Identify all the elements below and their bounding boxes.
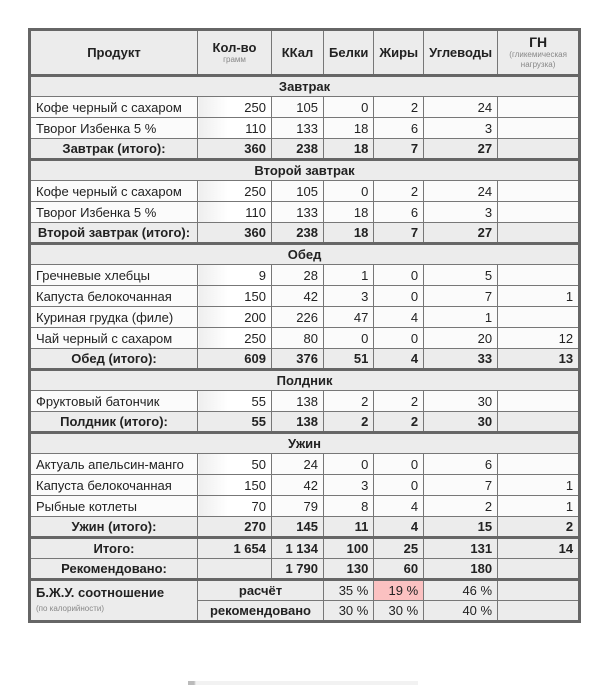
cell-qty: 250 — [198, 328, 272, 349]
meal-total-row — [30, 139, 580, 160]
cell-kcal: 105 — [272, 97, 324, 118]
total-carbs: 27 — [424, 139, 498, 160]
total-gl — [498, 223, 580, 244]
product-name: Капуста белокочанная — [30, 475, 198, 496]
cell-gl — [498, 454, 580, 475]
table-row — [30, 454, 580, 475]
cell-carbs: 3 — [424, 202, 498, 223]
bju-label — [30, 580, 198, 622]
cell-carbs: 2 — [424, 496, 498, 517]
cell-kcal: 79 — [272, 496, 324, 517]
cell-qty: 150 — [198, 475, 272, 496]
cell-fat: 0 — [374, 286, 424, 307]
recommended-protein: 130 — [324, 559, 374, 580]
table-body — [30, 76, 580, 538]
product-name: Капуста белокочанная — [30, 286, 198, 307]
meal-total-row — [30, 517, 580, 538]
cell-carbs: 7 — [424, 286, 498, 307]
cell-kcal: 105 — [272, 181, 324, 202]
table-row — [30, 97, 580, 118]
table-row — [30, 286, 580, 307]
grand-total-row — [30, 538, 580, 559]
meal-total-row — [30, 223, 580, 244]
meal-total-label: Завтрак (итого): — [30, 139, 198, 160]
recommended-kcal: 1 790 — [272, 559, 324, 580]
cell-gl: 1 — [498, 286, 580, 307]
section-title: Полдник — [30, 370, 580, 391]
total-qty: 360 — [198, 223, 272, 244]
grand-total-gl: 14 — [498, 538, 580, 559]
table-row — [30, 265, 580, 286]
cell-kcal: 42 — [272, 475, 324, 496]
cell-protein: 3 — [324, 286, 374, 307]
header-fat: Жиры — [374, 30, 424, 76]
total-kcal: 138 — [272, 412, 324, 433]
header-row — [30, 30, 580, 76]
cell-carbs: 6 — [424, 454, 498, 475]
cell-carbs: 30 — [424, 391, 498, 412]
bju-rec-label: рекомендовано — [198, 601, 324, 622]
cell-qty: 150 — [198, 286, 272, 307]
total-carbs: 27 — [424, 223, 498, 244]
section-title: Обед — [30, 244, 580, 265]
cell-fat: 2 — [374, 97, 424, 118]
cell-fat: 6 — [374, 118, 424, 139]
table-row — [30, 181, 580, 202]
table-row — [30, 475, 580, 496]
product-name: Кофе черный с сахаром — [30, 181, 198, 202]
cell-fat: 6 — [374, 202, 424, 223]
total-protein: 11 — [324, 517, 374, 538]
meal-total-row — [30, 349, 580, 370]
total-carbs: 33 — [424, 349, 498, 370]
cell-fat: 0 — [374, 265, 424, 286]
product-name: Рыбные котлеты — [30, 496, 198, 517]
total-gl: 13 — [498, 349, 580, 370]
total-fat: 2 — [374, 412, 424, 433]
header-qty-label: Кол-во — [212, 40, 257, 55]
product-name: Гречневые хлебцы — [30, 265, 198, 286]
recommended-qty — [198, 559, 272, 580]
cell-gl — [498, 118, 580, 139]
total-qty: 55 — [198, 412, 272, 433]
cell-gl — [498, 391, 580, 412]
grand-total-kcal: 1 134 — [272, 538, 324, 559]
total-fat: 7 — [374, 223, 424, 244]
section-header — [30, 160, 580, 181]
section-title: Завтрак — [30, 76, 580, 97]
total-qty: 609 — [198, 349, 272, 370]
cell-gl — [498, 265, 580, 286]
cell-protein: 0 — [324, 454, 374, 475]
bju-calc-fat: 19 % — [374, 580, 424, 601]
total-fat: 4 — [374, 517, 424, 538]
cell-protein: 0 — [324, 181, 374, 202]
section-title: Ужин — [30, 433, 580, 454]
total-gl: 2 — [498, 517, 580, 538]
cell-gl — [498, 97, 580, 118]
section-header — [30, 244, 580, 265]
meal-total-label: Второй завтрак (итого): — [30, 223, 198, 244]
cell-qty: 110 — [198, 118, 272, 139]
cell-fat: 0 — [374, 328, 424, 349]
total-protein: 18 — [324, 139, 374, 160]
section-title: Второй завтрак — [30, 160, 580, 181]
bju-rec-carbs: 40 % — [424, 601, 498, 622]
table-row — [30, 202, 580, 223]
bju-calc-protein: 35 % — [324, 580, 374, 601]
cell-protein: 0 — [324, 328, 374, 349]
cell-protein: 0 — [324, 97, 374, 118]
total-kcal: 145 — [272, 517, 324, 538]
cell-carbs: 24 — [424, 97, 498, 118]
meal-total-row — [30, 412, 580, 433]
bju-calc-row — [30, 580, 580, 601]
cell-protein: 1 — [324, 265, 374, 286]
cell-qty: 250 — [198, 181, 272, 202]
recommended-label: Рекомендовано: — [30, 559, 198, 580]
header-kcal: ККал — [272, 30, 324, 76]
total-fat: 7 — [374, 139, 424, 160]
cell-carbs: 20 — [424, 328, 498, 349]
meal-total-label: Обед (итого): — [30, 349, 198, 370]
cell-carbs: 7 — [424, 475, 498, 496]
total-qty: 360 — [198, 139, 272, 160]
cell-qty: 250 — [198, 97, 272, 118]
cell-gl: 1 — [498, 475, 580, 496]
grand-total-fat: 25 — [374, 538, 424, 559]
product-name: Творог Избенка 5 % — [30, 118, 198, 139]
grand-total-carbs: 131 — [424, 538, 498, 559]
total-kcal: 376 — [272, 349, 324, 370]
bju-note: (по калорийности) — [36, 604, 105, 613]
cell-fat: 4 — [374, 307, 424, 328]
header-qty — [198, 30, 272, 76]
recommended-gl — [498, 559, 580, 580]
product-name: Актуаль апельсин-манго — [30, 454, 198, 475]
cell-qty: 110 — [198, 202, 272, 223]
summary-body — [30, 538, 580, 622]
cell-qty: 70 — [198, 496, 272, 517]
header-carbs: Углеводы — [424, 30, 498, 76]
bju-rec-empty — [498, 601, 580, 622]
table-row — [30, 307, 580, 328]
header-gl — [498, 30, 580, 76]
header-gl-note: (гликемическая нагрузка) — [509, 50, 567, 69]
nutrition-table — [28, 28, 581, 623]
cell-protein: 2 — [324, 391, 374, 412]
total-kcal: 238 — [272, 223, 324, 244]
total-gl — [498, 412, 580, 433]
cell-fat: 4 — [374, 496, 424, 517]
total-fat: 4 — [374, 349, 424, 370]
total-protein: 18 — [324, 223, 374, 244]
bju-calc-label: расчёт — [198, 580, 324, 601]
cell-gl — [498, 307, 580, 328]
cell-protein: 8 — [324, 496, 374, 517]
total-protein: 51 — [324, 349, 374, 370]
total-carbs: 15 — [424, 517, 498, 538]
cell-qty: 55 — [198, 391, 272, 412]
bju-rec-protein: 30 % — [324, 601, 374, 622]
total-kcal: 238 — [272, 139, 324, 160]
cell-protein: 47 — [324, 307, 374, 328]
product-name: Фруктовый батончик — [30, 391, 198, 412]
header-qty-unit: грамм — [223, 55, 246, 64]
cell-kcal: 133 — [272, 202, 324, 223]
bju-calc-carbs: 46 % — [424, 580, 498, 601]
cell-qty: 9 — [198, 265, 272, 286]
cell-gl — [498, 181, 580, 202]
table-row — [30, 118, 580, 139]
cell-fat: 0 — [374, 475, 424, 496]
table-row — [30, 496, 580, 517]
section-header — [30, 433, 580, 454]
cell-kcal: 226 — [272, 307, 324, 328]
cell-qty: 50 — [198, 454, 272, 475]
cell-qty: 200 — [198, 307, 272, 328]
cell-kcal: 80 — [272, 328, 324, 349]
total-protein: 2 — [324, 412, 374, 433]
cell-kcal: 24 — [272, 454, 324, 475]
bju-title: Б.Ж.У. соотношение — [36, 585, 165, 600]
product-name: Куриная грудка (филе) — [30, 307, 198, 328]
cell-carbs: 24 — [424, 181, 498, 202]
cell-kcal: 28 — [272, 265, 324, 286]
cell-kcal: 133 — [272, 118, 324, 139]
cell-gl: 12 — [498, 328, 580, 349]
total-qty: 270 — [198, 517, 272, 538]
meal-total-label: Ужин (итого): — [30, 517, 198, 538]
cell-kcal: 138 — [272, 391, 324, 412]
cell-protein: 18 — [324, 118, 374, 139]
cell-carbs: 3 — [424, 118, 498, 139]
section-header — [30, 76, 580, 97]
section-header — [30, 370, 580, 391]
bju-rec-fat: 30 % — [374, 601, 424, 622]
table-row — [30, 328, 580, 349]
cell-fat: 2 — [374, 391, 424, 412]
meal-total-label: Полдник (итого): — [30, 412, 198, 433]
header-protein: Белки — [324, 30, 374, 76]
header-product: Продукт — [30, 30, 198, 76]
recommended-row — [30, 559, 580, 580]
cell-kcal: 42 — [272, 286, 324, 307]
cell-fat: 0 — [374, 454, 424, 475]
recommended-carbs: 180 — [424, 559, 498, 580]
cell-carbs: 1 — [424, 307, 498, 328]
total-gl — [498, 139, 580, 160]
cell-protein: 18 — [324, 202, 374, 223]
grand-total-qty: 1 654 — [198, 538, 272, 559]
total-carbs: 30 — [424, 412, 498, 433]
cut-off-text — [188, 681, 418, 685]
product-name: Чай черный с сахаром — [30, 328, 198, 349]
cell-gl — [498, 202, 580, 223]
bju-calc-empty — [498, 580, 580, 601]
cell-protein: 3 — [324, 475, 374, 496]
product-name: Кофе черный с сахаром — [30, 97, 198, 118]
cell-carbs: 5 — [424, 265, 498, 286]
grand-total-protein: 100 — [324, 538, 374, 559]
table-row — [30, 391, 580, 412]
grand-total-label: Итого: — [30, 538, 198, 559]
recommended-fat: 60 — [374, 559, 424, 580]
cell-fat: 2 — [374, 181, 424, 202]
header-gl-label: ГН — [529, 34, 548, 50]
product-name: Творог Избенка 5 % — [30, 202, 198, 223]
cell-gl: 1 — [498, 496, 580, 517]
